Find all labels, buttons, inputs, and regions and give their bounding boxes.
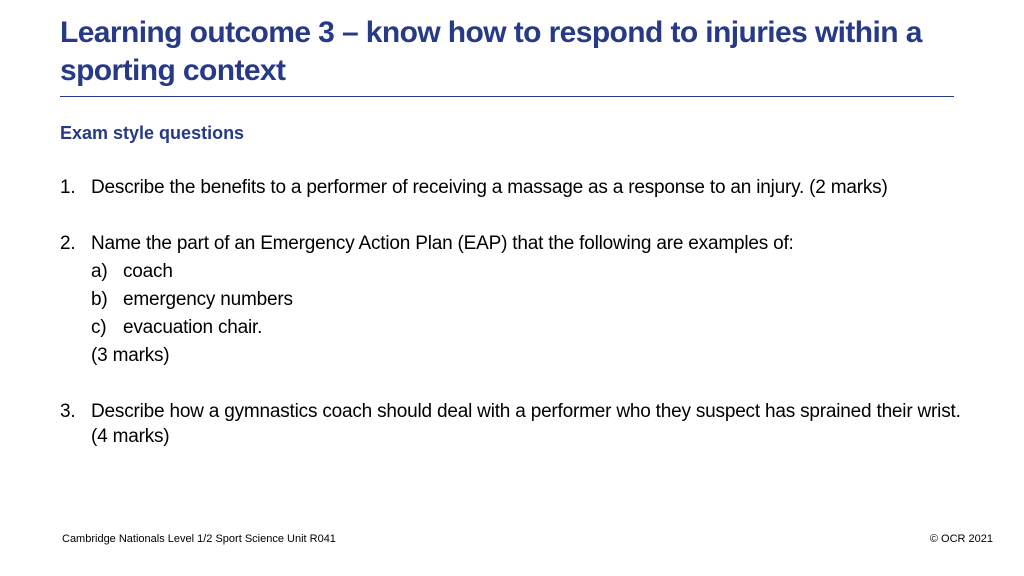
section-heading: Exam style questions [60,123,245,143]
footer-course-label: Cambridge Nationals Level 1/2 Sport Science Unit R041 [62,533,336,545]
sub-question-a [91,259,970,287]
slide-title: Learning outcome 3 – know how to respond to injuries within a sporting context [60,16,922,87]
sub-question-list [91,259,970,343]
sub-question-c [91,315,970,343]
question-number: 2. [60,233,76,254]
question-text: Name the part of an Emergency Action Plan (EAP) that the following are examples of: [91,233,794,254]
question-number: 1. [60,177,76,198]
footer-copyright: © OCR 2021 [929,533,993,545]
sub-question-text: evacuation chair. [123,317,263,338]
sub-question-letter: a) [91,261,108,282]
sub-question-text: coach [123,261,173,282]
sub-question-b [91,287,970,315]
question-1 [60,175,970,200]
sub-question-letter: b) [91,289,108,310]
question-number: 3. [60,401,76,422]
question-text: Describe the benefits to a performer of receiving a massage as a response to an injury. (2 marks) [91,177,888,198]
question-marks: (3 marks) [91,345,170,366]
sub-question-letter: c) [91,317,107,338]
title-divider [60,96,954,97]
question-text: Describe how a gymnastics coach should deal with a performer who they suspect has sprained their wrist. (4 marks) [91,401,961,447]
question-2 [60,231,970,368]
sub-question-text: emergency numbers [123,289,293,310]
question-3 [60,399,970,449]
